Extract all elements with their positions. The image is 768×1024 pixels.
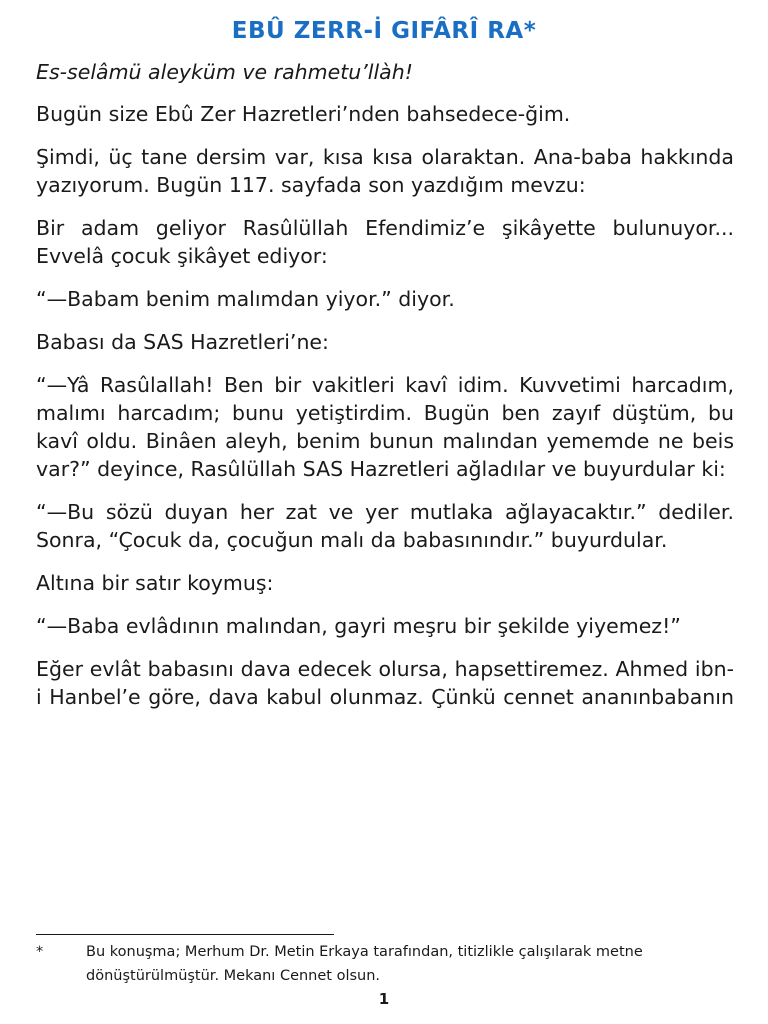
paragraph-7: “—Bu sözü duyan her zat ve yer mutlaka ağlayacaktır.” dediler. Sonra, “Çocuk da, çocuğun malı da babasınındır.” buyurdular.	[36, 500, 734, 552]
page-title: EBÛ ZERR-İ GIFÂRÎ RA*	[231, 18, 537, 44]
paragraph-2: Şimdi, üç tane dersim var, kısa kısa olaraktan. Ana-baba hakkında yazıyorum. Bugün 117. sayfada son yazdığım mevzu:	[36, 145, 734, 197]
page-number: 1	[378, 990, 390, 1008]
paragraph-10: Eğer evlât babasını dava edecek olursa, hapsettiremez. Ahmed ibn-i Hanbel’e göre, dava kabul olunmaz. Çünkü cennet ananınbabanın	[36, 657, 734, 709]
paragraph-8: Altına bir satır koymuş:	[36, 571, 274, 595]
footnote	[36, 940, 734, 988]
footnote-divider	[36, 934, 334, 935]
paragraph-6: “—Yâ Rasûlallah! Ben bir vakitleri kavî idim. Kuvvetimi harcadım, malımı harcadım; bunu yetiştirdim. Bugün ben zayıf düştüm, bu kavî oldu. Binâen aleyh, benim bunun malından yememde ne beis var?” deyince, Rasûlüllah SAS Hazretleri ağladılar ve buyurdular ki:	[36, 373, 734, 481]
footnote-text: Bu konuşma; Merhum Dr. Metin Erkaya tarafından, titizlikle çalışılarak metne dönüştürülmüştür. Mekanı Cennet olsun.	[86, 944, 643, 984]
paragraph-1: Bugün size Ebû Zer Hazretleri’nden bahsedece-ğim.	[36, 102, 571, 126]
greeting-line: Es-selâmü aleyküm ve rahmetu’llàh!	[36, 60, 413, 84]
paragraph-9: “—Baba evlâdının malından, gayri meşru bir şekilde yiyemez!”	[36, 614, 681, 638]
body-text	[36, 58, 734, 726]
footnote-marker: *	[36, 944, 44, 960]
paragraph-4: “—Babam benim malımdan yiyor.” diyor.	[36, 287, 455, 311]
paragraph-5: Babası da SAS Hazretleri’ne:	[36, 330, 329, 354]
paragraph-3: Bir adam geliyor Rasûlüllah Efendimiz’e şikâyette bulunuyor... Evvelâ çocuk şikâyet ediyor:	[36, 216, 734, 268]
